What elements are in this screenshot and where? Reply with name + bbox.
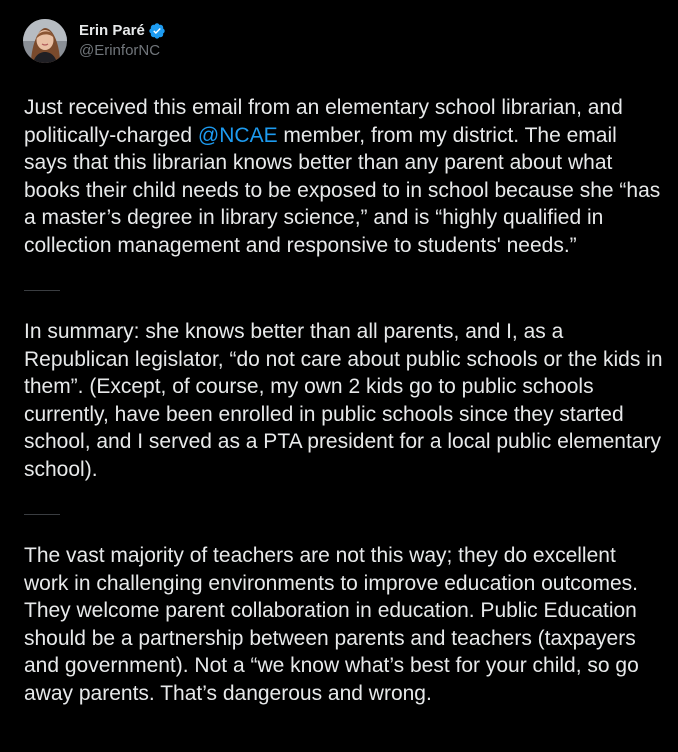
avatar-photo-icon [23, 19, 67, 63]
paragraph-1-text-end: member, from my district. The email says that this librarian knows better than any parent about what books their child needs to be exposed to in school because she “has a master’s degree in library science,” and is “highly qualified in collection management and responsive to students' needs.” [24, 123, 661, 257]
tweet-text [24, 94, 664, 707]
tweet-header [23, 18, 166, 64]
paragraph-1-text-start: Just received this email from an elementary school librarian, and politically-charged [24, 96, 623, 147]
em-dash-divider [24, 514, 60, 515]
name-row [79, 21, 166, 41]
user-handle[interactable]: @ErinforNC [79, 42, 161, 59]
display-name[interactable]: Erin Paré [79, 22, 145, 39]
tweet-paragraph-1 [24, 94, 664, 259]
mention-link-ncae[interactable]: @NCAE [197, 123, 278, 147]
verified-badge-icon[interactable] [148, 22, 166, 40]
avatar[interactable] [23, 19, 67, 63]
tweet-paragraph-2: In summary: she knows better than all parents, and I, as a Republican legislator, “do not care about public schools or the kids in them”. (Except, of course, my own 2 kids go to public schools currently, have been enrolled in public schools since they started school, and I served as a PTA president for a local public elementary school). [24, 320, 663, 481]
author-names [79, 21, 166, 61]
em-dash-divider [24, 290, 60, 291]
tweet-paragraph-3: The vast majority of teachers are not this way; they do excellent work in challenging environments to improve education outcomes. They welcome parent collaboration in education. Public Education should be a partnership between parents and teachers (taxpayers and government). Not a “we know what’s best for your child, so go away parents. That’s dangerous and wrong. [24, 544, 639, 705]
